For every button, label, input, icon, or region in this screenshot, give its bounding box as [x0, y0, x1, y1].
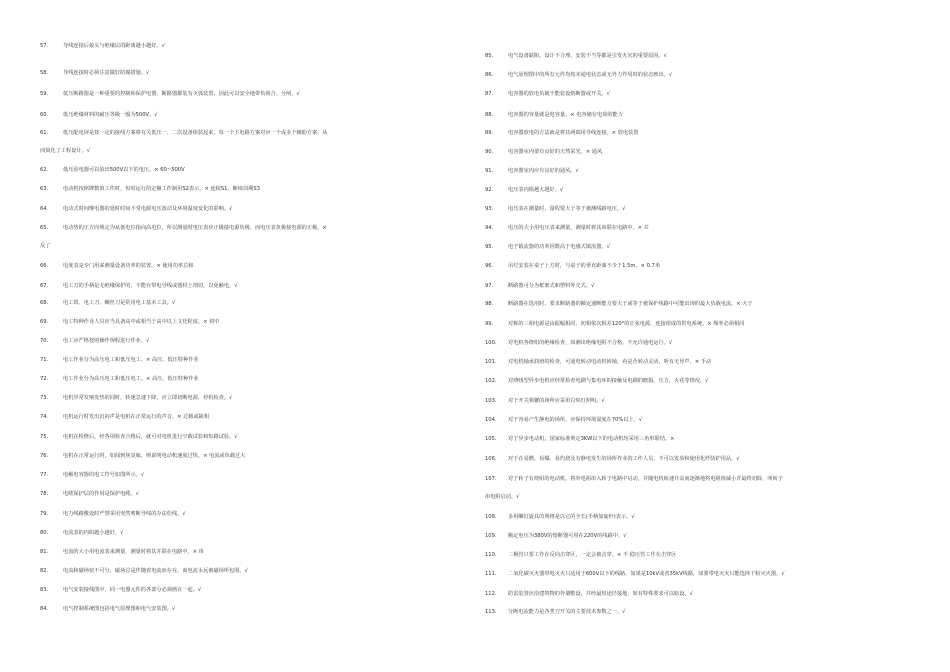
question-number: 82.	[40, 568, 49, 574]
question-number: 83.	[40, 587, 49, 593]
question-text: 导线连接时必须注意做好防腐措施。√	[63, 70, 150, 76]
question-number: 64.	[40, 206, 49, 212]
question-number: 88.	[485, 112, 494, 118]
question-number: 101.	[485, 359, 497, 365]
question-text: 对于在易燃、易爆、易灼烧及有静电发生的场所作业的工作人员，不可以发放和使用化纤防护用品。√	[508, 456, 740, 462]
question-text: 电工作业分为高压电工和低压电工。× 高压、低压特种作业	[63, 357, 199, 363]
question-number: 72.	[40, 376, 49, 382]
question-text: 断路器在选用时，要求断路器的额定通断能力要大于或等于被保护线路中可能出现的最大负载电流。× 大于	[508, 301, 753, 307]
question-number: 85.	[485, 53, 494, 59]
question-number: 104.	[485, 417, 497, 423]
question-text: 电气控制系统图包括电气原理图和电气安装图。√	[63, 606, 176, 612]
question-number: 96.	[485, 263, 494, 269]
question-number: 110.	[485, 552, 497, 558]
question-text: 额定电压为380V的熔断器可用在220V的线路中。√	[508, 533, 627, 539]
question-text: 电流的大小用电流表来测量，测量时将其并联在电路中。× 串	[63, 549, 204, 555]
question-text: 电容器室内要有良好的天然采光。× 通风	[508, 149, 603, 155]
question-text: 对电机各绕组的绝缘检查，如测出绝缘电阻不合格，不允许通电运行。√	[508, 340, 673, 346]
question-text: 断路器可分为框架式和塑料外壳式。√	[508, 283, 595, 289]
question-number: 89.	[485, 130, 494, 136]
question-number: 78.	[40, 491, 49, 497]
question-number: 105.	[485, 436, 497, 442]
question-text: 电容器的容量就是电容量。× 电容储存电荷的能力	[508, 112, 623, 118]
question-number: 76.	[40, 453, 49, 459]
question-text: 吊灯安装在桌子上方时，与桌子的垂直距离不少于1.5m。× 0.7米	[508, 263, 661, 269]
question-number: 77.	[40, 472, 49, 478]
question-text: 电容器室内应有良好的通风。√	[508, 168, 579, 174]
question-number: 95.	[485, 244, 494, 250]
question-number: 67.	[40, 283, 49, 289]
question-number: 103.	[485, 398, 497, 404]
question-text: 电气设备缺陷，设计不合理，安装不当等都是引发火灾的重要原因。√	[508, 53, 667, 59]
question-text: 分断电流能力是各类刀开关的主要技术参数之一。√	[508, 609, 626, 615]
question-number: 112.	[485, 591, 497, 597]
question-number: 75.	[40, 434, 49, 440]
question-text: 低压验电器可以验出500V以下的电压。× 60~500V	[63, 167, 185, 173]
question-number: 106.	[485, 456, 497, 462]
question-text-continued: 反了	[40, 243, 51, 249]
question-text: 电机在检修后，经各项检查合格后，就可对电机进行空载试验和短路试验。√	[63, 434, 238, 440]
question-text: 电流表的内阻越小越好。√	[63, 530, 124, 536]
question-number: 107.	[485, 476, 497, 482]
question-number: 70.	[40, 338, 49, 344]
question-text: 电工钳、电工刀、螺丝刀是常用电工基本工具。√	[63, 300, 176, 306]
question-number: 109.	[485, 533, 497, 539]
question-number: 80.	[40, 530, 49, 536]
question-text: 电机在正常运行时，如闻到焦臭味，则说明电动机速度过快。× 电流或负载过大	[63, 453, 246, 459]
question-number: 97.	[485, 283, 494, 289]
question-text: 对于开关频繁的场所应采用白炽灯照明。√	[508, 398, 605, 404]
question-text: 电动势的正方向规定为从低电位指向高电位，所以测量时电压表应正极接电源负极、而电压表负极接电源的正极。×	[63, 225, 327, 231]
question-number: 58.	[40, 70, 49, 76]
question-number: 90.	[485, 149, 494, 155]
question-text: 电容器放电的方法就是将其两端用导线连接。× 放电装置	[508, 130, 639, 136]
question-number: 57.	[40, 43, 49, 49]
question-number: 98.	[485, 301, 494, 307]
question-text: 电度表是专门用来测量设备功率的装置。× 使用功率总和	[63, 263, 194, 269]
question-text: 电流和磁场密不可分，磁场总是伴随着电流而存在，而电流永远被磁场所包围。√	[63, 568, 248, 574]
question-text: 电容器的放电负载不能装设熔断器或开关。√	[508, 91, 610, 97]
question-text: 电动式时间继电器的延时时间不受电源电压波动及环境温度变化的影响。√	[63, 206, 233, 212]
question-text: 电子镇流器的功率因数高于电感式镇流器。√	[508, 244, 610, 250]
question-text: 电压表在测量时，量程要大于等于被测线路电压。√	[508, 206, 626, 212]
question-number: 93.	[485, 206, 494, 212]
question-text: 电工应严格按照操作规程进行作业。√	[63, 338, 150, 344]
question-number: 73.	[40, 395, 49, 401]
question-text: 电机运行时发出沉闷声是电机在正常运行的声音。× 过载或缺相	[63, 414, 210, 420]
question-number: 86.	[485, 72, 494, 78]
question-number: 71.	[40, 357, 49, 363]
question-text: 低压配电屏是按一定的接线方案将有关低压一、二次设备组装起来，每一个主电路方案对应一个或多个辅助方案，从	[63, 130, 328, 136]
question-text: 对于异步电动机，国家标准规定3KW以下的电动机均采用三角形联结。×	[508, 436, 675, 442]
question-number: 99.	[485, 321, 494, 327]
question-text: 对于容易产生静电的场所，应保持环境湿度在70%以上。√	[508, 417, 643, 423]
question-text: 电解电容器的电工符号如图所示。√	[63, 472, 145, 478]
question-number: 108.	[485, 514, 497, 520]
question-number: 111.	[485, 571, 497, 577]
question-number: 87.	[485, 91, 494, 97]
question-text: 电压的大小用电压表来测量，测量时将其串联在电路中。× 并	[508, 225, 649, 231]
question-number: 74.	[40, 414, 49, 420]
question-number: 65.	[40, 225, 49, 231]
question-text: 电工特种作业人员应当具备高中或相当于高中以上文化程度。× 初中	[63, 319, 220, 325]
question-text: 对于转子有绕组的电动机，将外电阻串入转子电路中启动，并随电机转速升高而逐渐地将电阻值减小并最终切除，叫转子	[508, 476, 783, 482]
question-text: 电机异常发响发热的同时，转速急速下降，应立即切断电源，停机检查。√	[63, 395, 233, 401]
question-text: 对称的三相电源是由振幅相同、初相依次相差120°的正弦电源，连接组成的供电系统。× 频率必须相同	[508, 321, 745, 327]
question-text: 对绕线型异步电机应经常检查电刷与集电环的接触及电刷的磨损，压力，火花等情况。√	[508, 378, 709, 384]
question-number: 62.	[40, 167, 49, 173]
question-number: 60.	[40, 112, 49, 118]
question-text: 电工作业分为高压电工和低压电工。× 高压、低压特种作业	[63, 376, 199, 382]
question-number: 94.	[485, 225, 494, 231]
question-text: 电缆保护层的作用是保护电缆。√	[63, 491, 139, 497]
question-number: 92.	[485, 187, 494, 193]
question-text: 电力线路敷设时严禁采用突然剪断导线的办法松线。√	[63, 511, 186, 517]
question-number: 102.	[485, 378, 497, 384]
question-text: 电气安装接线图中，同一电器元件的各部分必须画在一起。√	[63, 587, 202, 593]
question-number: 63.	[40, 186, 49, 192]
question-text: 低压断路器是一种重要的控制和保护电器，断路器都装有灭弧装置，因此可以安全地带负荷合、分闸。√	[63, 91, 300, 97]
question-text: 对电机轴承润滑的检查，可通电转动电动机转轴，看是否转动灵活，听有无异声。× 手动	[508, 359, 712, 365]
question-text: 电气原理图中的所有元件均按未通电状态或无外力作用时的状态画出。√	[508, 72, 673, 78]
question-number: 84.	[40, 606, 49, 612]
question-text-continued: 而简化了工程设计。√	[40, 148, 90, 154]
question-number: 66.	[40, 263, 49, 269]
question-number: 69.	[40, 319, 49, 325]
question-text: 电动机按铭牌数值工作时，短时运行的定额工作制用S2表示。× 连续S1，断续周期S3	[63, 186, 260, 192]
question-text: 二氧化碳灭火器带电灭火只适用于600V以下的线路，如果是10kV或者35kV线路，如要带电灭火只能选择干粉灭火器。√	[508, 571, 785, 577]
question-text: 电压表内阻越大越好。√	[508, 187, 564, 193]
question-text: 二极管只要工作在反向击穿区，一定会被击穿。× 不 稳压管工作在击穿区	[508, 552, 677, 558]
question-number: 81.	[40, 549, 49, 555]
question-number: 68.	[40, 300, 49, 306]
question-text: 低压绝缘材料的耐压等级一般为500V。√	[63, 112, 158, 118]
question-text-continued: 串电阻启动。√	[485, 494, 520, 500]
question-number: 100.	[485, 340, 497, 346]
question-text: 防雷装置应沿建筑物的外墙敷设，并经最短途径接地，如有特殊要求可以暗设。√	[508, 591, 693, 597]
question-number: 59.	[40, 91, 49, 97]
question-text: 电工刀的手柄是无绝缘保护的，不能在带电导线或器材上剖切，以免触电。√	[63, 283, 238, 289]
question-number: 79.	[40, 511, 49, 517]
question-number: 113.	[485, 609, 497, 615]
question-number: 91.	[485, 168, 494, 174]
question-text: 多用螺钉旋具的规格是以它的全长(手柄加旋杆)表示。√	[508, 514, 635, 520]
question-number: 61.	[40, 130, 49, 136]
question-text: 导线连接后接头与绝缘层的距离越小越好。√	[63, 43, 165, 49]
